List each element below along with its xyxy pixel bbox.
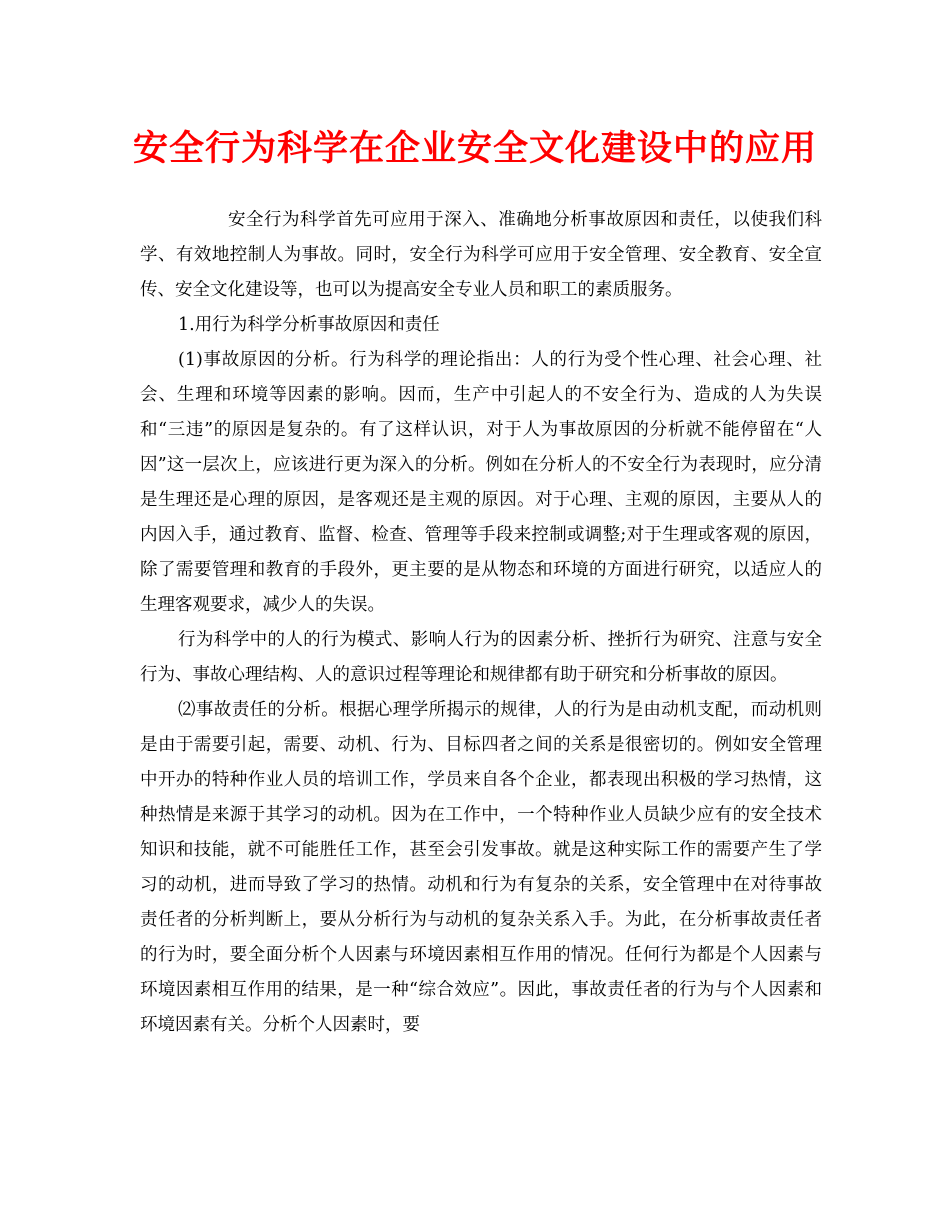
document-title: 安全行为科学在企业安全文化建设中的应用: [132, 128, 817, 169]
body-paragraph: ⑵事故责任的分析。根据心理学所揭示的规律，人的行为是由动机支配，而动机则是由于需要引起，需要、动机、行为、目标四者之间的关系是很密切的。例如安全管理中开办的特种作业人员的培训工作，学员来自各个企业，都表现出积极的学习热情，这种热情是来源于其学习的动机。因为在工作中，一个特种作业人员缺少应有的安全技术知识和技能，就不可能胜任工作，甚至会引发事故。就是这种实际工作的需要产生了学习的动机，进而导致了学习的热情。动机和行为有复杂的关系，安全管理中在对待事故责任者的分析判断上，要从分析行为与动机的复杂关系入手。为此，在分析事故责任者的行为时，要全面分析个人因素与环境因素相互作用的情况。任何行为都是个人因素与环境因素相互作用的结果，是一种“综合效应”。因此，事故责任者的行为与个人因素和环境因素有关。分析个人因素时，要: [140, 700, 822, 1035]
body-paragraph: 行为科学中的人的行为模式、影响人行为的因素分析、挫折行为研究、注意与安全行为、事故心理结构、人的意识过程等理论和规律都有助于研究和分析事故的原因。: [140, 630, 822, 685]
body-paragraph: (1)事故原因的分析。行为科学的理论指出：人的行为受个性心理、社会心理、社会、生理和环境等因素的影响。因而，生产中引起人的不安全行为、造成的人为失误和“三违”的原因是复杂的。有了这样认识，对于人为事故原因的分析就不能停留在“人因”这一层次上，应该进行更为深入的分析。例如在分析人的不安全行为表现时，应分清是生理还是心理的原因，是客观还是主观的原因。对于心理、主观的原因，主要从人的内因入手，通过教育、监督、检查、管理等手段来控制或调整;对于生理或客观的原因，除了需要管理和教育的手段外，更主要的是从物态和环境的方面进行研究，以适应人的生理客观要求，减少人的失误。: [140, 350, 822, 615]
document-body: [140, 203, 822, 1043]
section-heading: 1.用行为科学分析事故原因和责任: [178, 315, 440, 335]
body-paragraph: 安全行为科学首先可应用于深入、准确地分析事故原因和责任，以使我们科学、有效地控制人为事故。同时，安全行为科学可应用于安全管理、安全教育、安全宣传、安全文化建设等，也可以为提高安全专业人员和职工的素质服务。: [140, 210, 822, 300]
